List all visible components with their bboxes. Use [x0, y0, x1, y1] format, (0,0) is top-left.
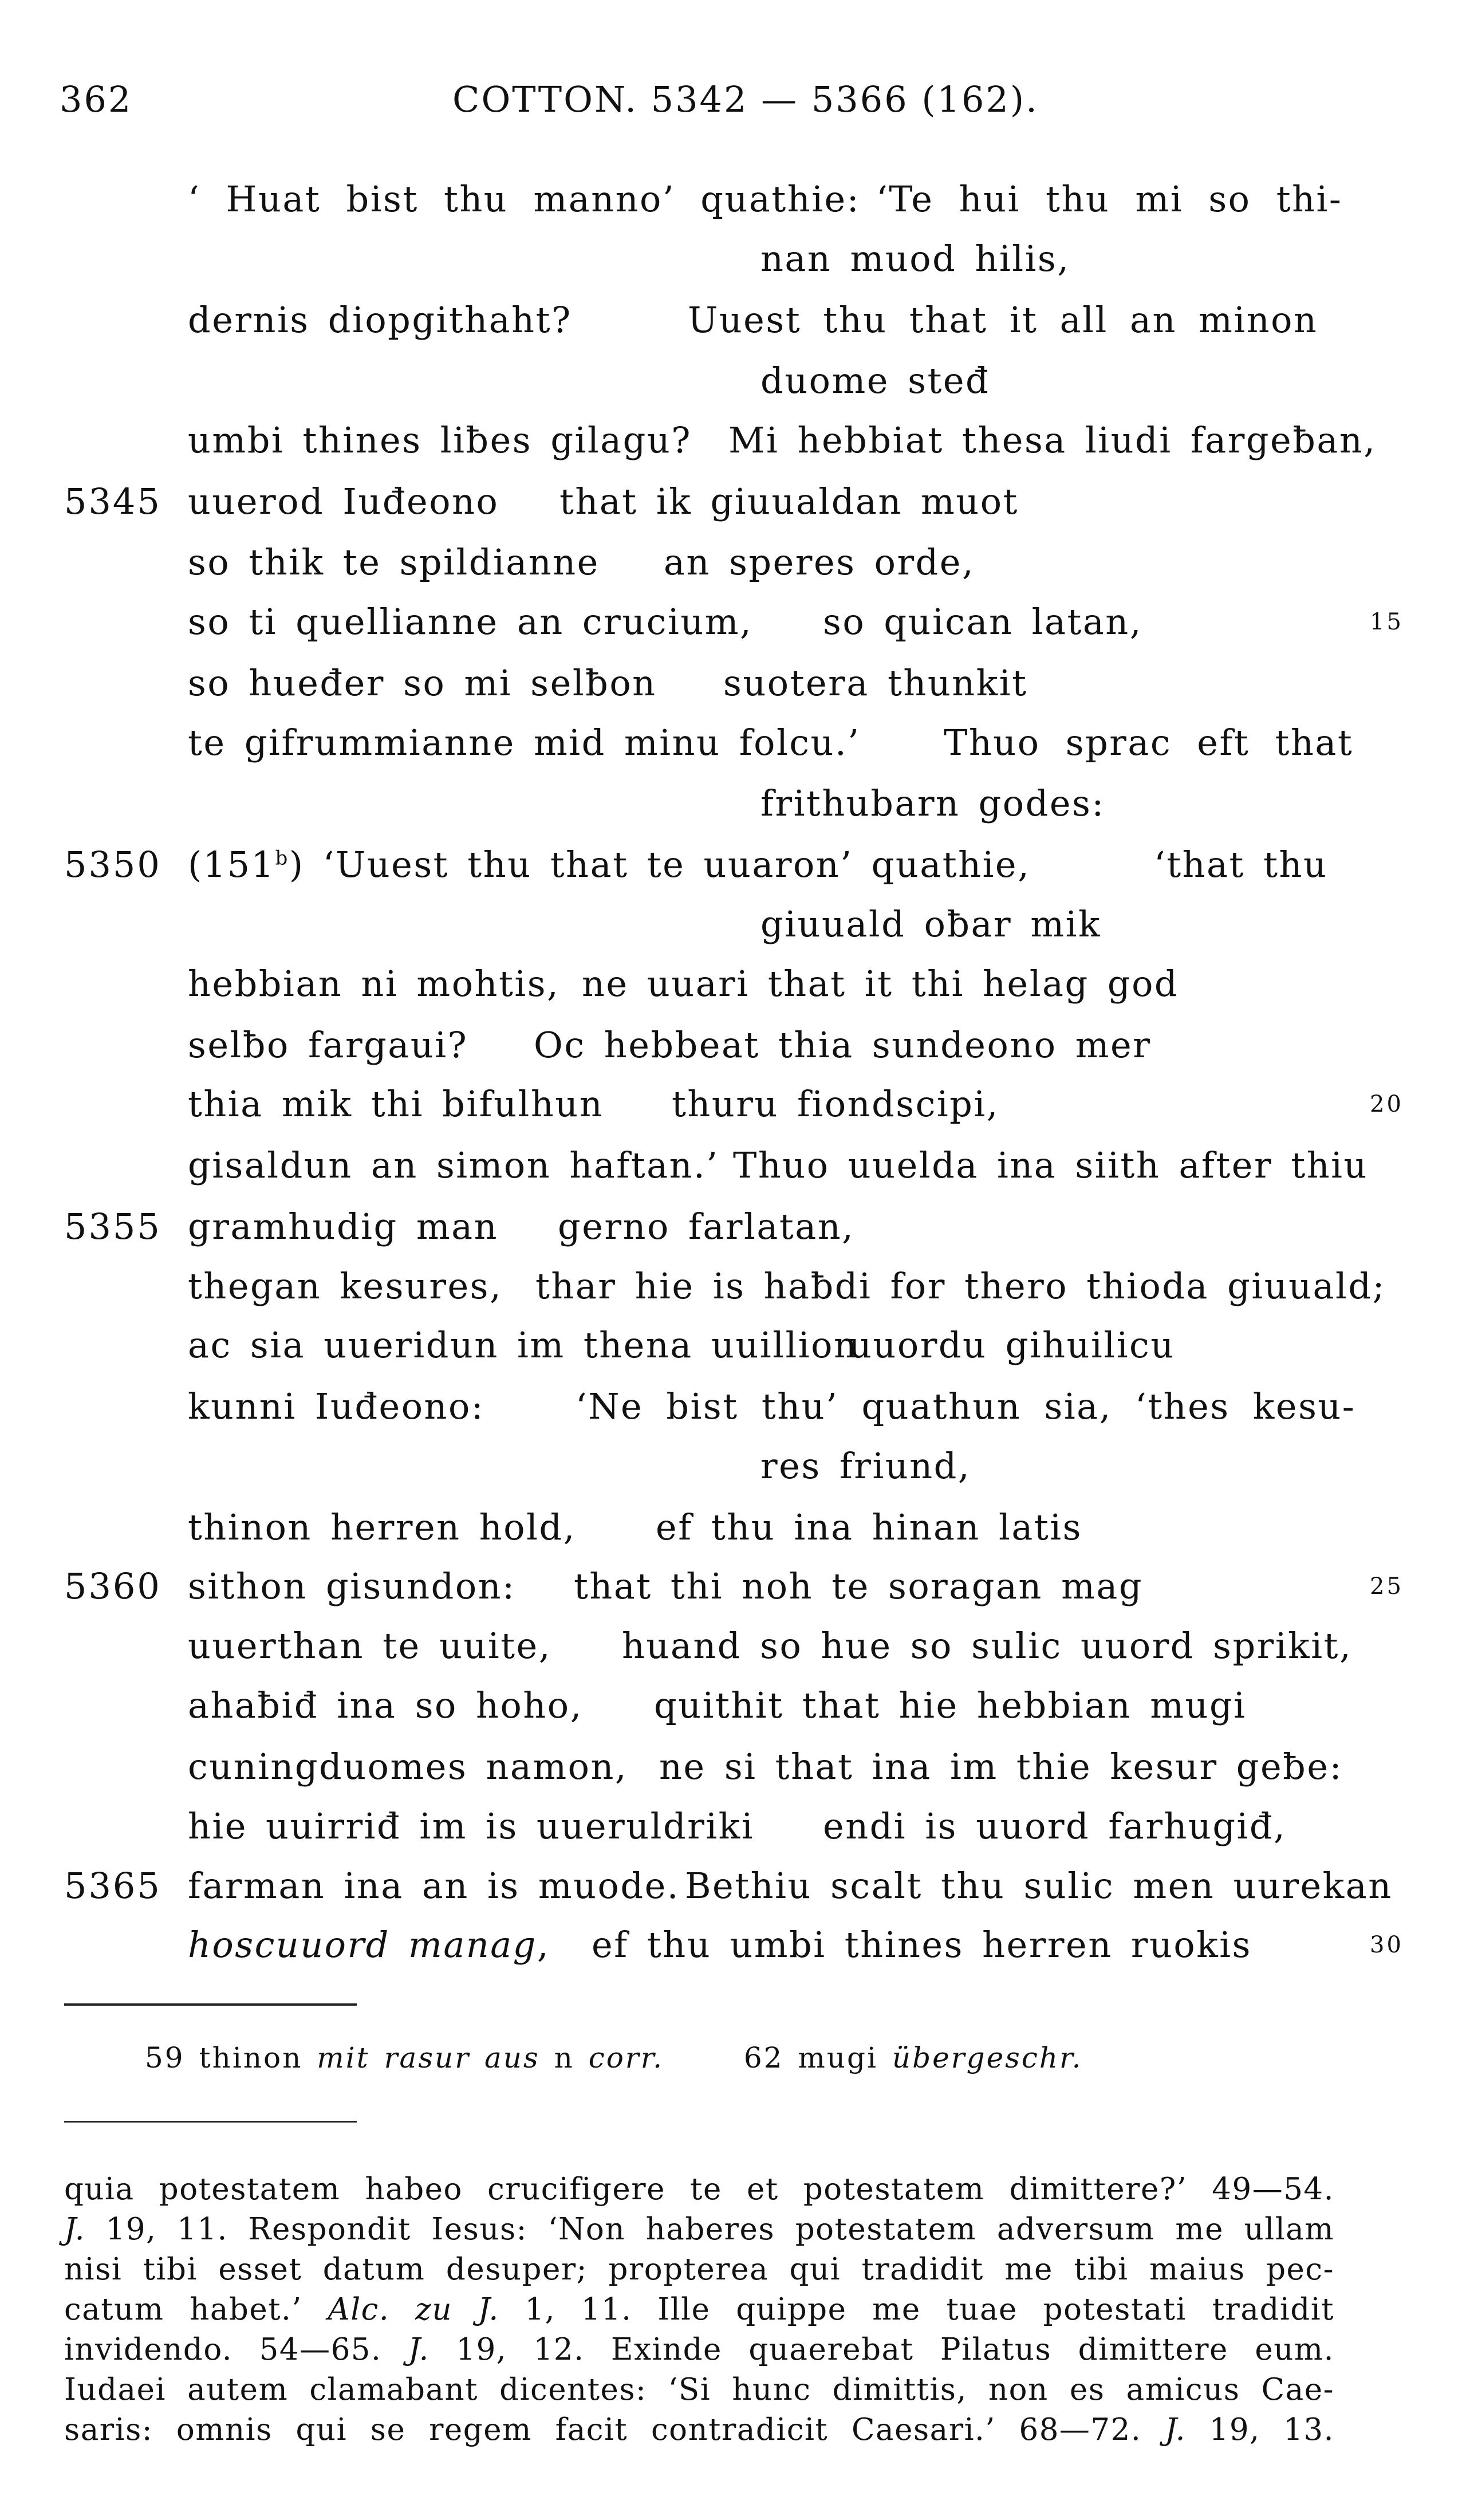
b-verse: thar hie is haƀdi for thero thioda giuuald; [535, 1265, 1386, 1307]
footnote-line-number: 59 [145, 2041, 185, 2074]
page-number: 362 [60, 78, 133, 120]
b-verse: ‘Te hui thu mi so thi- [876, 178, 1343, 220]
b-verse: Uuest thu that it all an minon [688, 299, 1318, 341]
b-verse-continuation: giuuald oƀar mik [760, 903, 1102, 945]
b-verse: Thuo uuelda ina siith after thiu [733, 1144, 1368, 1186]
footnote-rule [64, 2003, 357, 2006]
b-verse: Thuo sprac eft that [944, 722, 1354, 763]
b-verse: that ik giuualdan muot [559, 481, 1019, 522]
verse-line [0, 1741, 1466, 1793]
a-verse-text: ) ‘Uuest thu that te uuaron’ quathie, [289, 844, 1031, 885]
verse-line [0, 1620, 1466, 1672]
a-verse [188, 1919, 550, 1971]
verse-line [0, 657, 1466, 709]
footnote-letter: n [554, 2041, 574, 2074]
a-verse: gramhudig man [188, 1206, 499, 1247]
verse-line [0, 415, 1466, 466]
b-verse: Mi hebbiat thesa liudi fargeƀan, [728, 419, 1377, 461]
footnote-corr: corr. [588, 2041, 664, 2074]
verse-line [0, 1019, 1466, 1071]
a-verse: uuerthan te uuite, [188, 1625, 551, 1667]
a-verse: thegan kesures, [188, 1265, 503, 1307]
footnotes [145, 2039, 1082, 2077]
margin-line-number: 30 [1370, 1932, 1404, 1958]
b-verse-continuation: nan muod hilis, [760, 238, 1070, 279]
a-verse: te gifrummianne mid minu folcu.’ [188, 722, 861, 763]
commentary-line: Iudaei autem clamabant dicentes: ‘Si hunc dimittis, non es amicus Cae- [64, 2372, 1334, 2407]
verse-line [0, 596, 1466, 648]
a-verse [188, 839, 1030, 891]
a-verse: umbi thines liƀes gilagu? [188, 419, 692, 461]
commentary-line: nisi tibi esset datum desuper; propterea qui tradidit me tibi maius pec- [64, 2252, 1334, 2287]
verse-line [0, 1919, 1466, 1971]
a-verse-tail: , [537, 1924, 550, 1966]
a-verse: kunni Iuđeono: [188, 1385, 485, 1427]
verse-line [0, 1261, 1466, 1312]
running-title: COTTON. 5342 — 5366 (162). [452, 78, 1039, 120]
line-number: 5345 [64, 481, 161, 522]
commentary-text: 19, 13. [1185, 2412, 1334, 2447]
a-verse: uuerod Iuđeono [188, 481, 499, 522]
verse-line [0, 537, 1466, 588]
verse-line [0, 1860, 1466, 1912]
line-number: 5355 [64, 1206, 161, 1247]
verse-line [0, 717, 1466, 769]
bible-ref: J. [408, 2332, 429, 2367]
verse-line [0, 1680, 1466, 1731]
commentary-line [64, 2290, 1334, 2330]
b-verse: ‘that thu [1154, 844, 1328, 885]
b-verse: ef thu umbi thines herren ruokis [592, 1924, 1252, 1966]
commentary-text: 19, 12. Exinde quaerebat Pilatus dimittere eum. [429, 2332, 1335, 2367]
verse-line-continuation [0, 899, 1466, 950]
a-verse: selƀo fargaui? [188, 1024, 468, 1066]
commentary-text: catum habet.’ [64, 2292, 328, 2327]
a-verse: ‘ Huat bist thu manno’ quathie: [188, 178, 861, 220]
b-verse: ‘Ne bist thu’ quathun sia, ‘thes kesu- [576, 1385, 1356, 1427]
verse-line-continuation [0, 778, 1466, 829]
a-verse: sithon gisundon: [188, 1565, 516, 1607]
verse-line [0, 1078, 1466, 1130]
b-verse: thuru fiondscipi, [672, 1083, 999, 1125]
commentary-text: saris: omnis qui se regem facit contradicit Caesari.’ 68—72. [64, 2412, 1165, 2447]
verse-line [0, 1320, 1466, 1371]
verse-line [0, 1561, 1466, 1612]
b-verse: suotera thunkit [723, 662, 1028, 704]
margin-line-number: 15 [1370, 609, 1404, 635]
verse-line [0, 174, 1466, 225]
footnote-line-number: 62 [743, 2041, 784, 2074]
verse-line [0, 476, 1466, 527]
a-verse: ahaƀiđ ina so hoho, [188, 1684, 583, 1726]
bible-ref: J. [64, 2212, 85, 2247]
a-verse: so thik te spildianne [188, 541, 600, 583]
commentary-text: 1, 11. Ille quippe me tuae potestati tradidit [499, 2292, 1334, 2327]
b-verse: ef thu ina hinan latis [656, 1506, 1082, 1548]
footnote-comment: übergeschr. [892, 2041, 1083, 2074]
a-verse: gisaldun an simon haftan.’ [188, 1144, 719, 1186]
footnote-word: thinon [199, 2041, 303, 2074]
b-verse: that thi noh te soragan mag [574, 1565, 1144, 1607]
a-verse: farman ina an is muode. [188, 1865, 680, 1907]
commentary-line [64, 2210, 1334, 2250]
commentary-rule [64, 2121, 357, 2123]
a-verse: so hueđer so mi selƀon [188, 662, 657, 704]
a-verse: thia mik thi bifulhun [188, 1083, 604, 1125]
verse-line [0, 1140, 1466, 1191]
bible-ref: J. [1164, 2412, 1186, 2447]
b-verse: Oc hebbeat thia sundeono mer [534, 1024, 1152, 1066]
verse-line [0, 1502, 1466, 1553]
verse-line-continuation [0, 1440, 1466, 1492]
b-verse: huand so hue so sulic uuord sprikit, [622, 1625, 1353, 1667]
source-ref: Alc. zu J. [328, 2292, 499, 2327]
b-verse: endi is uuord farhugiđ, [823, 1805, 1287, 1847]
a-verse: thinon herren hold, [188, 1506, 576, 1548]
b-verse: ne si that ina im thie kesur geƀe: [659, 1746, 1343, 1787]
footnote-comment: mit rasur aus [317, 2041, 540, 2074]
a-verse: dernis diopgithaht? [188, 299, 572, 341]
b-verse: Bethiu scalt thu sulic men uurekan [685, 1865, 1393, 1907]
folio-superscript: b [275, 846, 289, 870]
verse-line [0, 1201, 1466, 1253]
verse-line [0, 958, 1466, 1010]
b-verse-continuation: duome steđ [760, 360, 990, 401]
verse-line [0, 1801, 1466, 1852]
margin-line-number: 25 [1370, 1573, 1404, 1600]
b-verse-continuation: frithubarn godes: [760, 782, 1105, 824]
folio-ref: (151 [188, 844, 275, 885]
a-verse: hie uuirriđ im is uueruldriki [188, 1805, 755, 1847]
commentary-text: 19, 11. Respondit Iesus: ‘Non haberes potestatem adversum me ullam [85, 2212, 1334, 2247]
a-verse: ac sia uueridun im thena uuillion [188, 1324, 858, 1366]
line-number: 5350 [64, 844, 161, 885]
verse-line-continuation [0, 355, 1466, 407]
commentary-line [64, 2330, 1334, 2370]
b-verse: so quican latan, [823, 601, 1142, 643]
b-verse: quithit that hie hebbian mugi [654, 1684, 1247, 1726]
verse-line [0, 1381, 1466, 1432]
commentary-line: quia potestatem habeo crucifigere te et potestatem dimittere?’ 49—54. [64, 2172, 1334, 2207]
a-verse-italic: hoscuuord manag [188, 1924, 537, 1966]
commentary-line [64, 2410, 1334, 2450]
line-number: 5360 [64, 1565, 161, 1607]
verse-line [0, 294, 1466, 346]
margin-line-number: 20 [1370, 1091, 1404, 1117]
line-number: 5365 [64, 1865, 161, 1907]
b-verse: ne uuari that it thi helag god [582, 963, 1179, 1005]
b-verse-continuation: res friund, [760, 1445, 971, 1487]
verse-line [0, 839, 1466, 891]
a-verse: cuningduomes namon, [188, 1746, 628, 1787]
a-verse: hebbian ni mohtis, [188, 963, 560, 1005]
b-verse: an speres orde, [664, 541, 975, 583]
b-verse: uuordu gihuilicu [849, 1324, 1175, 1366]
verse-line-continuation [0, 233, 1466, 285]
a-verse: so ti quellianne an crucium, [188, 601, 753, 643]
b-verse: gerno farlatan, [558, 1206, 855, 1247]
commentary-text: invidendo. 54—65. [64, 2332, 408, 2367]
footnote-word: mugi [798, 2041, 878, 2074]
